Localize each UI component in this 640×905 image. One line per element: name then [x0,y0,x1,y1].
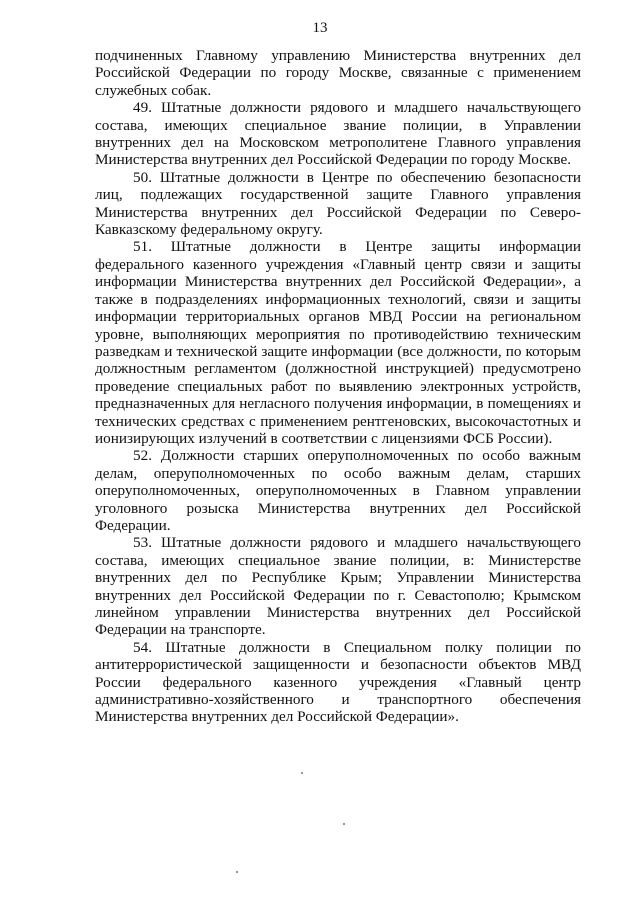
paragraph-item-52: 52. Должности старших оперуполномоченных по особо важным делам, оперуполномоченных по особо важным делам, старших оперуполномоченных, оперуполномоченных в Главном управлении уголовного розыска Министерства внутренних дел Российской Федерации. [95,447,581,534]
paragraph-item-51: 51. Штатные должности в Центре защиты информации федерального казенного учреждения «Главный центр связи и защиты информации Министерства внутренних дел Российской Федерации», а также в подразделениях информационных технологий, связи и защиты информации территориальных органов МВД России на региональном уровне, выполняющих мероприятия по противодействию техническим разведкам и технической защите информации (все должности, по которым должностным регламентом (должностной инструкцией) предусмотрено проведение специальных работ по выявлению электронных устройств, предназначенных для негласного получения информации, в помещениях и технических средствах с применением рентгеновских, высокочастотных и ионизирующих излучений в соответствии с лицензиями ФСБ России). [95,238,581,447]
paragraph-item-54: 54. Штатные должности в Специальном полку полиции по антитеррористической защищенности и безопасности объектов МВД России федерального казенного учреждения «Главный центр административно-хозяйственного и транспортного обеспечения Министерства внутренних дел Российской Федерации». [95,638,581,726]
scan-speck [301,772,303,774]
paragraph-item-49: 49. Штатные должности рядового и младшего начальствующего состава, имеющих специальное звание полиции, в Управлении внутренних дел на Московском метрополитене Главного управления Министерства внутренних дел Российской Федерации по городу Москве. [95,99,581,169]
paragraph-item-50: 50. Штатные должности в Центре по обеспечению безопасности лиц, подлежащих государственной защите Главного управления Министерства внутренних дел Российской Федерации по Северо-Кавказскому федеральному округу. [95,168,581,239]
scan-speck [236,871,238,873]
paragraph-item-53: 53. Штатные должности рядового и младшего начальствующего состава, имеющих специальное звание полиции, в: Министерстве внутренних дел по Республике Крым; Управлении Министерства внутренних дел Российской Федерации по г. Севастополю; Крымском линейном управлении Министерства внутренних дел Российской Федерации на транспорте. [95,534,581,639]
scan-speck [343,823,345,825]
page-number: 13 [312,20,328,36]
document-body [95,47,581,726]
paragraph-continuation: подчиненных Главному управлению Министерства внутренних дел Российской Федерации по городу Москве, связанные с применением служебных собак. [95,47,581,99]
